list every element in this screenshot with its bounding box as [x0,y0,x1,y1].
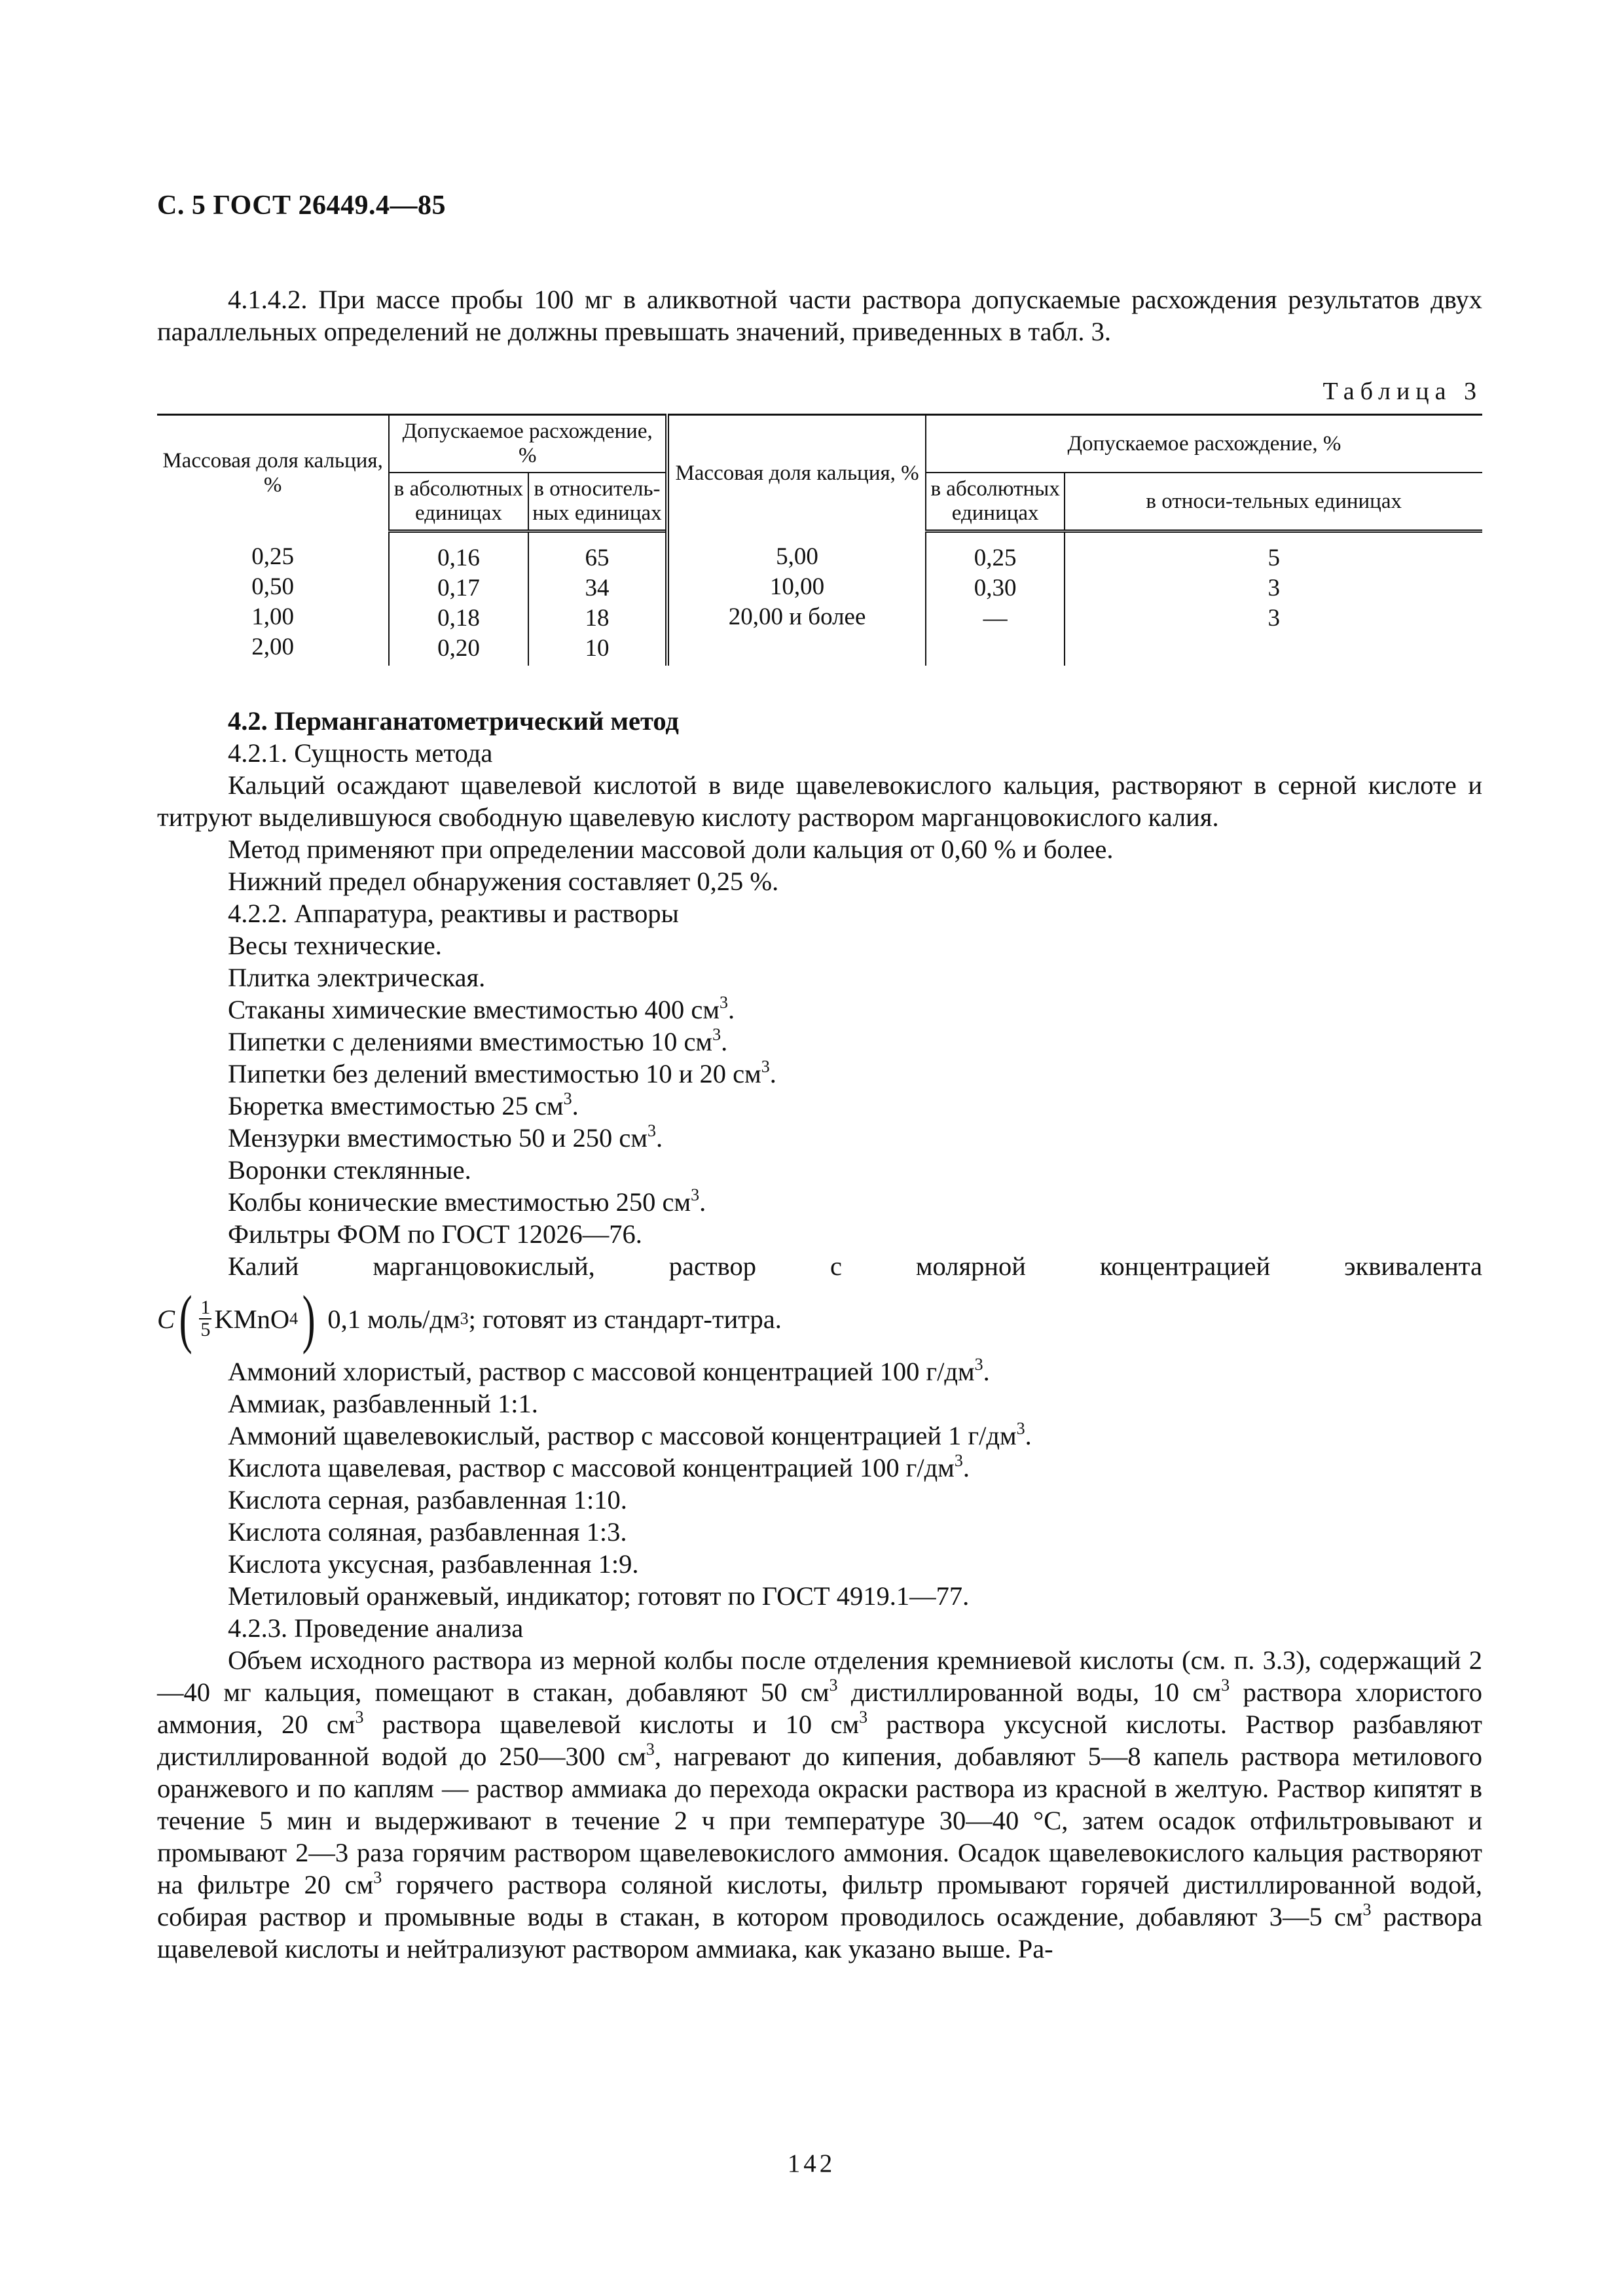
table-caption: Таблица 3 [1322,378,1482,405]
word: марганцовокислый, [373,1251,595,1281]
equipment-list [157,929,1482,1250]
formula-rest: 0,1 моль/дм [327,1304,460,1334]
col-allowed-right: Допускаемое расхождение, % [926,415,1482,473]
table-cell: 34 [585,575,610,601]
list-item: Кислота уксусная, разбавленная 1:9. [228,1549,639,1579]
list-item: Кислота щавелевая, раствор с массовой концентрацией 100 $г/дм^3$. [228,1451,970,1482]
formula-compound: KMnO [214,1304,290,1334]
table-cell: 20,00 и более [728,603,866,630]
table-cell: 3 [1267,575,1280,601]
col-allowed-left: Допускаемое расхождение, % [389,415,667,473]
word: раствор [668,1251,756,1281]
list-item: Кислота серная, разбавленная 1:10. [228,1485,627,1515]
page-number: 142 [787,2149,836,2178]
table-cell: 0,50 [251,573,294,600]
rel-right-cells [1065,531,1482,666]
list-item: Пипетки с делениями вместимостью 10 $см^3$. [228,1025,728,1056]
subsection-essence: 4.2.1. Сущность метода [228,738,493,768]
list-item: Аммоний хлористый, раствор с массовой концентрацией 100 $г/дм^3$. [228,1355,990,1386]
list-item: Аммиак, разбавленный 1:1. [228,1389,538,1418]
table-cell: 3 [1267,605,1280,632]
list-item: Метиловый оранжевый, индикатор; готовят по ГОСТ 4919.1—77. [228,1581,970,1611]
left-paren: ( [179,1282,192,1355]
col-rel-right: в относи-тельных единицах [1065,473,1482,531]
subsection-equipment: 4.2.2. Аппаратура, реактивы и растворы [228,899,679,928]
kmno4-line [157,1250,1482,1282]
col-mass-left: Массовая доля кальция, % [162,449,383,497]
table-cell: 10 [585,635,610,662]
list-item: Фильтры ФОМ по ГОСТ 12026—76. [228,1219,642,1249]
analysis-paragraph: Объем исходного раствора из мерной колбы после отделения кремниевой кислоты (см. п. 3.3), содержащий 2—40 мг кальция, помещают в стакан, добавляют 50 $см^3$ дистиллированной воды, 10 $см^3$ раствора хлористого аммония, 20 $см^3$ раствора щавелевой кислоты и 10 $см^3$ раствора уксусной кислоты. Раствор разбавляют дистиллированной водой до 250—300 $см^3$, нагревают до кипения, добавляют 5—8 капель раствора метилового оранжевого и по каплям — раствор аммиака до перехода окраски раствора из красной в желтую. Раствор кипятят в течение 5 мин и выдерживают в течение 2 ч при температуре 30—40 °С, затем осадок отфильтровывают и промывают 2—3 раза горячим раствором щавелевокислого аммония. Осадок щавелевокислого кальция растворяют на фильтре 20 $см^3$ горячего раствора соляной кислоты, фильтр промывают горячей дистиллированной водой, собирая раствор и промывные воды в стакан, в котором проводилось осаждение, добавляют 3—5 $см^3$ раствора щавелевой кислоты и нейтрализуют раствором аммиака, как указано выше. Ра- [157,1645,1482,1964]
list-item: Бюретка вместимостью 25 $см^3$. [228,1089,579,1121]
col-rel-left: в относитель-ных единицах [528,473,668,531]
list-item: Аммоний щавелевокислый, раствор с массовой концентрацией 1 $г/дм^3$. [228,1419,1032,1450]
tolerance-table [157,414,1482,666]
col-mass-right: Массовая доля кальция, % [667,415,926,531]
fraction [199,1297,211,1340]
table-cell: 0,20 [437,635,480,662]
rel-left-cells [528,531,668,666]
table-cell: 10,00 [769,573,825,600]
table-cell: 0,25 [974,545,1017,571]
word: концентрацией [1099,1251,1271,1281]
formula-c: C [157,1304,175,1334]
list-item: Стаканы химические вместимостью 400 $см^3$. [228,993,735,1024]
table-cell: 5,00 [776,543,818,570]
essence-paragraph: Кальций осаждают щавелевой кислотой в виде щавелевокислого кальция, растворяют в серной кислоте и титруют выделившуюся свободную щавелевую кислоту раствором марганцовокислого калия. [157,770,1482,832]
table-cell: 5 [1267,545,1280,571]
mass-left-cells [157,531,389,666]
table-cell: 0,18 [437,605,480,632]
document-page [157,190,1482,1965]
table-cell: 18 [585,605,610,632]
word: Калий [228,1251,299,1281]
fraction-denominator: 5 [200,1319,211,1340]
table-cell: 1,00 [251,603,294,630]
page-header: С. 5 ГОСТ 26449.4—85 [157,190,447,221]
table-cell: 0,30 [974,575,1017,601]
formula-tail: ; готовят из стандарт-титра. [468,1304,782,1334]
list-item: Воронки стеклянные. [228,1155,471,1185]
reagent-list [157,1355,1482,1612]
fraction-numerator: 1 [200,1297,211,1318]
table-cell: 2,00 [251,633,294,660]
table-cell: — [983,605,1008,632]
table-cell: 0,17 [437,575,480,601]
list-item: Мензурки вместимостью 50 и 250 $см^3$. [228,1121,663,1153]
section-title: 4.2. Перманганатометрический метод [228,706,679,736]
abs-left-cells [389,531,528,666]
table-cell: 65 [585,545,610,571]
method-range: Метод применяют при определении массовой доли кальция от 0,60 % и более. [228,834,1114,864]
right-paren: ) [302,1282,316,1355]
formula-subscript: 4 [289,1309,299,1328]
kmno4-formula: C ( $\frac{1}{5}$ KMnO 4 ) 0,1 моль/дм 3 ; готовят из стандарт-титра. [157,1282,782,1355]
table-cell: 0,16 [437,545,480,571]
word: молярной [915,1251,1026,1281]
table-cell: 0,25 [251,543,294,570]
col-abs-right: в абсолютных единицах [926,473,1065,531]
lower-limit: Нижний предел обнаружения составляет 0,25 %. [228,867,779,896]
list-item: Плитка электрическая. [228,963,486,992]
list-item: Пипетки без делений вместимостью 10 и 20 $см^3$. [228,1057,776,1088]
abs-right-cells [926,531,1065,666]
list-item: Весы технические. [228,931,442,960]
list-item: Колбы конические вместимостью 250 $см^3$. [228,1185,706,1217]
subsection-analysis: 4.2.3. Проведение анализа [228,1613,524,1643]
list-item: Кислота соляная, разбавленная 1:3. [228,1517,627,1547]
col-abs-left: в абсолютных единицах [389,473,528,531]
word: эквивалента [1344,1251,1482,1281]
word: с [830,1251,842,1281]
intro-paragraph: 4.1.4.2. При массе пробы 100 мг в аликвотной части раствора допускаемые расхождения результатов двух параллельных определений не должны превышать значений, приведенных в табл. 3. [157,285,1482,346]
mass-right-cells [667,531,926,666]
